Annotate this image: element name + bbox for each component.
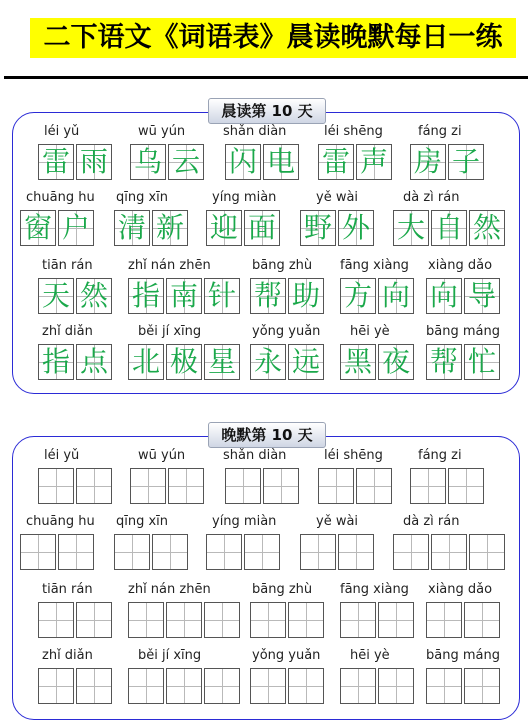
- character-cell: 电: [263, 144, 299, 180]
- pinyin-label: léi yǔ: [44, 124, 80, 139]
- pinyin-label: tiān rán: [42, 258, 93, 273]
- writing-cell[interactable]: [166, 602, 202, 638]
- character-cell: 窗: [20, 210, 56, 246]
- character-cell: 南: [166, 278, 202, 314]
- dictation-box[interactable]: [250, 602, 324, 638]
- writing-cell[interactable]: [318, 468, 354, 504]
- writing-cell[interactable]: [340, 668, 376, 704]
- character-cell: 远: [288, 344, 324, 380]
- character-cell: 迎: [206, 210, 242, 246]
- pinyin-label: fáng zi: [418, 124, 462, 139]
- writing-cell[interactable]: [114, 534, 150, 570]
- character-cell: 帮: [426, 344, 462, 380]
- pinyin-label: wū yún: [138, 124, 186, 139]
- character-cell: 永: [250, 344, 286, 380]
- pinyin-label: léi shēng: [324, 448, 383, 463]
- pinyin-label: yě wài: [316, 190, 359, 205]
- character-cell: 野: [300, 210, 336, 246]
- pinyin-label: zhǐ diǎn: [42, 648, 93, 663]
- character-cell: 针: [204, 278, 240, 314]
- pinyin-label: léi shēng: [324, 124, 383, 139]
- character-cell: 乌: [130, 144, 166, 180]
- morning-reading-label: 晨读第 10 天: [208, 98, 326, 124]
- character-cell: 然: [469, 210, 505, 246]
- writing-cell[interactable]: [288, 602, 324, 638]
- character-cell: 极: [166, 344, 202, 380]
- writing-cell[interactable]: [128, 602, 164, 638]
- writing-cell[interactable]: [244, 534, 280, 570]
- dictation-box[interactable]: [38, 668, 112, 704]
- word-box: [426, 278, 500, 314]
- character-cell: 黑: [340, 344, 376, 380]
- pinyin-label: yǒng yuǎn: [252, 324, 321, 339]
- character-cell: 夜: [378, 344, 414, 380]
- character-cell: 向: [378, 278, 414, 314]
- word-box: [250, 344, 324, 380]
- character-cell: 雨: [76, 144, 112, 180]
- writing-cell[interactable]: [166, 668, 202, 704]
- writing-cell[interactable]: [225, 468, 261, 504]
- writing-cell[interactable]: [38, 668, 74, 704]
- character-cell: 雷: [318, 144, 354, 180]
- writing-cell[interactable]: [206, 534, 242, 570]
- writing-cell[interactable]: [263, 468, 299, 504]
- character-cell: 导: [464, 278, 500, 314]
- pinyin-label: fáng zi: [418, 448, 462, 463]
- writing-cell[interactable]: [393, 534, 429, 570]
- word-box: [426, 344, 500, 380]
- pinyin-label: hēi yè: [350, 324, 390, 339]
- writing-cell[interactable]: [340, 602, 376, 638]
- pinyin-label: bāng máng: [426, 648, 500, 663]
- evening-dictation-label: 晚默第 10 天: [208, 422, 326, 448]
- word-box: [300, 210, 374, 246]
- page-title: 二下语文《词语表》晨读晚默每日一练: [30, 18, 516, 58]
- pinyin-label: shǎn diàn: [223, 124, 287, 139]
- dictation-box[interactable]: [426, 602, 500, 638]
- pinyin-label: zhǐ nán zhēn: [128, 258, 211, 273]
- writing-cell[interactable]: [469, 534, 505, 570]
- dictation-box[interactable]: [410, 468, 484, 504]
- character-cell: 忙: [464, 344, 500, 380]
- dictation-box[interactable]: [38, 468, 112, 504]
- writing-cell[interactable]: [426, 668, 462, 704]
- pinyin-label: dà zì rán: [403, 190, 460, 205]
- dictation-box[interactable]: [38, 602, 112, 638]
- dictation-box[interactable]: [426, 668, 500, 704]
- dictation-box[interactable]: [318, 468, 392, 504]
- writing-cell[interactable]: [431, 534, 467, 570]
- writing-cell[interactable]: [76, 468, 112, 504]
- writing-cell[interactable]: [76, 602, 112, 638]
- pinyin-label: yǒng yuǎn: [252, 648, 321, 663]
- word-box: [225, 144, 299, 180]
- character-cell: 闪: [225, 144, 261, 180]
- word-box: [38, 344, 112, 380]
- pinyin-label: yě wài: [316, 514, 359, 529]
- dictation-box[interactable]: [20, 534, 94, 570]
- character-cell: 云: [168, 144, 204, 180]
- writing-cell[interactable]: [356, 468, 392, 504]
- writing-cell[interactable]: [410, 468, 446, 504]
- word-box: [130, 144, 204, 180]
- character-cell: 清: [114, 210, 150, 246]
- word-box: [206, 210, 280, 246]
- pinyin-label: yíng miàn: [212, 190, 277, 205]
- writing-cell[interactable]: [448, 468, 484, 504]
- word-box: [250, 278, 324, 314]
- pinyin-label: zhǐ nán zhēn: [128, 582, 211, 597]
- character-cell: 房: [410, 144, 446, 180]
- character-cell: 外: [338, 210, 374, 246]
- character-cell: 新: [152, 210, 188, 246]
- pinyin-label: léi yǔ: [44, 448, 80, 463]
- pinyin-label: chuāng hu: [26, 190, 95, 205]
- pinyin-label: yíng miàn: [212, 514, 277, 529]
- character-cell: 户: [58, 210, 94, 246]
- character-cell: 天: [38, 278, 74, 314]
- character-cell: 指: [128, 278, 164, 314]
- pinyin-label: dà zì rán: [403, 514, 460, 529]
- pinyin-label: shǎn diàn: [223, 448, 287, 463]
- word-box: [340, 278, 414, 314]
- word-box: [318, 144, 392, 180]
- character-cell: 子: [448, 144, 484, 180]
- pinyin-label: xiàng dǎo: [428, 258, 493, 273]
- pinyin-label: bāng zhù: [252, 258, 313, 273]
- writing-cell[interactable]: [128, 668, 164, 704]
- pinyin-label: tiān rán: [42, 582, 93, 597]
- dictation-box[interactable]: [128, 668, 240, 704]
- dictation-box[interactable]: [340, 602, 414, 638]
- pinyin-label: běi jí xīng: [138, 324, 202, 339]
- title-divider: [4, 76, 528, 79]
- character-cell: 雷: [38, 144, 74, 180]
- character-cell: 大: [393, 210, 429, 246]
- word-box: [38, 278, 112, 314]
- pinyin-label: qīng xīn: [116, 190, 169, 205]
- dictation-box[interactable]: [225, 468, 299, 504]
- writing-cell[interactable]: [130, 468, 166, 504]
- pinyin-label: hēi yè: [350, 648, 390, 663]
- writing-cell[interactable]: [204, 668, 240, 704]
- writing-cell[interactable]: [288, 668, 324, 704]
- dictation-box[interactable]: [393, 534, 505, 570]
- pinyin-label: běi jí xīng: [138, 648, 202, 663]
- writing-cell[interactable]: [464, 602, 500, 638]
- writing-cell[interactable]: [76, 668, 112, 704]
- writing-cell[interactable]: [250, 602, 286, 638]
- word-box: [20, 210, 94, 246]
- character-cell: 北: [128, 344, 164, 380]
- writing-cell[interactable]: [152, 534, 188, 570]
- pinyin-label: wū yún: [138, 448, 186, 463]
- word-box: [114, 210, 188, 246]
- character-cell: 指: [38, 344, 74, 380]
- writing-cell[interactable]: [300, 534, 336, 570]
- dictation-box[interactable]: [114, 534, 188, 570]
- dictation-box[interactable]: [300, 534, 374, 570]
- word-box: [128, 278, 240, 314]
- character-cell: 点: [76, 344, 112, 380]
- writing-cell[interactable]: [38, 468, 74, 504]
- writing-cell[interactable]: [20, 534, 56, 570]
- character-cell: 帮: [250, 278, 286, 314]
- writing-cell[interactable]: [168, 468, 204, 504]
- word-box: [393, 210, 505, 246]
- pinyin-label: qīng xīn: [116, 514, 169, 529]
- dictation-box[interactable]: [130, 468, 204, 504]
- word-box: [410, 144, 484, 180]
- character-cell: 然: [76, 278, 112, 314]
- dictation-box[interactable]: [340, 668, 414, 704]
- writing-cell[interactable]: [464, 668, 500, 704]
- pinyin-label: bāng zhù: [252, 582, 313, 597]
- writing-cell[interactable]: [378, 602, 414, 638]
- writing-cell[interactable]: [250, 668, 286, 704]
- pinyin-label: fāng xiàng: [340, 582, 409, 597]
- writing-cell[interactable]: [338, 534, 374, 570]
- pinyin-label: zhǐ diǎn: [42, 324, 93, 339]
- character-cell: 星: [204, 344, 240, 380]
- dictation-box[interactable]: [206, 534, 280, 570]
- word-box: [340, 344, 414, 380]
- writing-cell[interactable]: [378, 668, 414, 704]
- character-cell: 自: [431, 210, 467, 246]
- writing-cell[interactable]: [426, 602, 462, 638]
- character-cell: 向: [426, 278, 462, 314]
- writing-cell[interactable]: [204, 602, 240, 638]
- pinyin-label: fāng xiàng: [340, 258, 409, 273]
- dictation-box[interactable]: [250, 668, 324, 704]
- character-cell: 方: [340, 278, 376, 314]
- dictation-box[interactable]: [128, 602, 240, 638]
- word-box: [38, 144, 112, 180]
- character-cell: 声: [356, 144, 392, 180]
- character-cell: 助: [288, 278, 324, 314]
- pinyin-label: xiàng dǎo: [428, 582, 493, 597]
- character-cell: 面: [244, 210, 280, 246]
- word-box: [128, 344, 240, 380]
- pinyin-label: bāng máng: [426, 324, 500, 339]
- pinyin-label: chuāng hu: [26, 514, 95, 529]
- writing-cell[interactable]: [38, 602, 74, 638]
- writing-cell[interactable]: [58, 534, 94, 570]
